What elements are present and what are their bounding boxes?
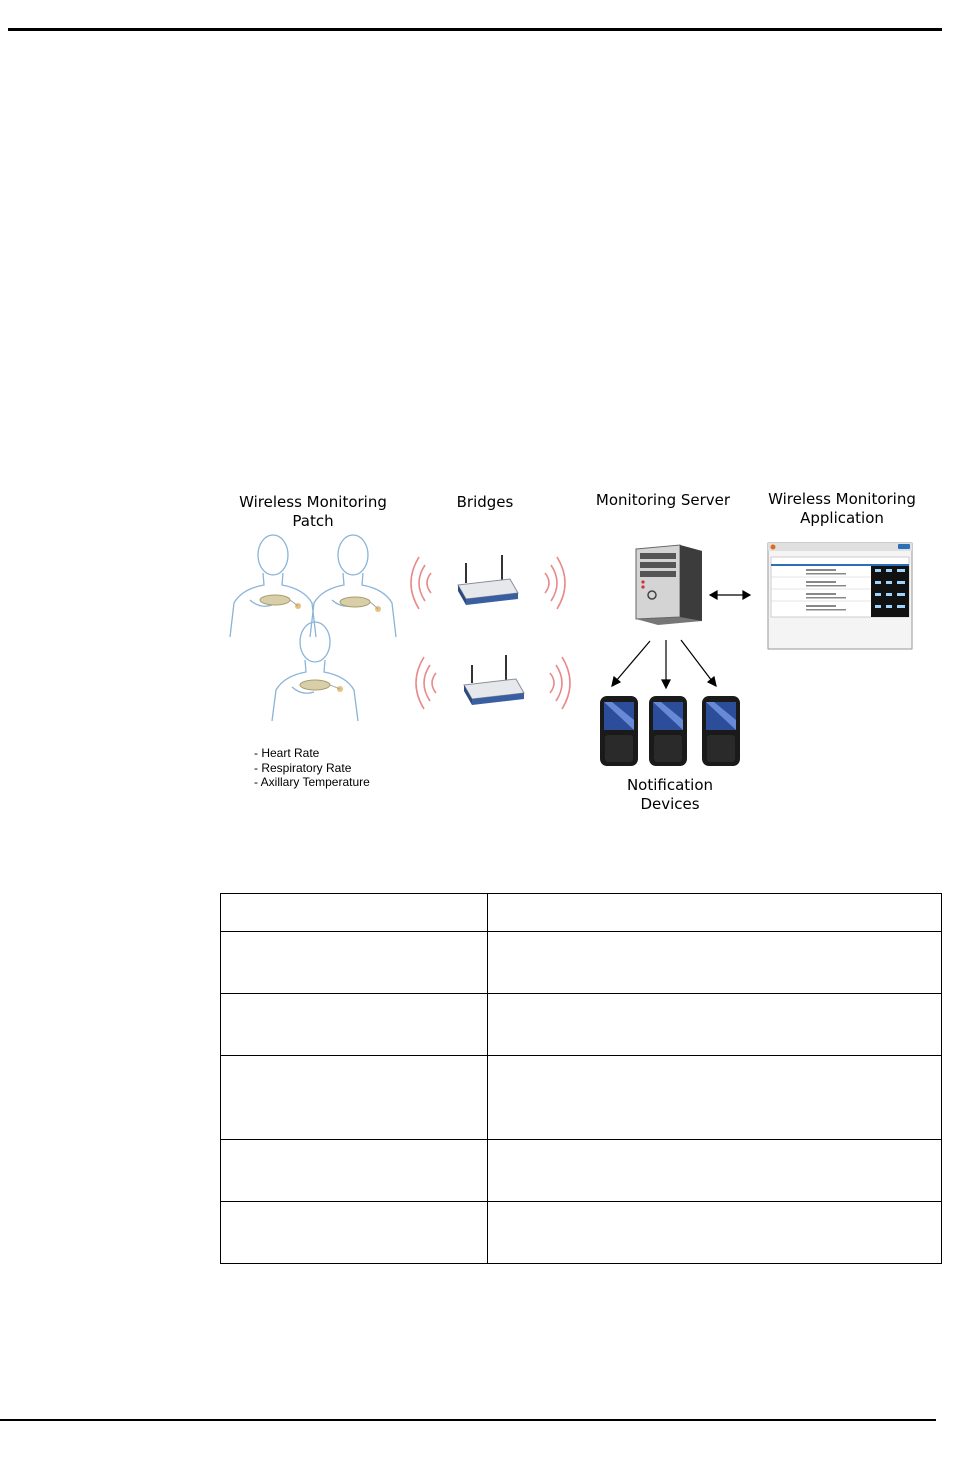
notification-label-line2: Devices: [640, 795, 700, 813]
empty-table: [220, 893, 942, 1264]
table-row: [221, 1140, 942, 1202]
table-row: [221, 1202, 942, 1264]
patient-1: [230, 535, 316, 637]
patch-label-line1: Wireless Monitoring: [239, 493, 387, 511]
table-cell: [221, 994, 488, 1056]
table-cell: [488, 894, 942, 932]
patient-3: [272, 622, 358, 721]
bridge-router-1: [458, 555, 518, 605]
table-row: [221, 932, 942, 994]
vital-axillary-temperature: - Axillary Temperature: [254, 775, 370, 789]
table-row: [221, 1056, 942, 1140]
server-label: Monitoring Server: [595, 491, 731, 509]
application-label-line1: Wireless Monitoring: [768, 490, 916, 508]
table-cell: [488, 932, 942, 994]
patch-label-line2: Patch: [292, 512, 334, 530]
table-cell: [488, 994, 942, 1056]
vital-heart-rate: - Heart Rate: [254, 746, 320, 760]
header-rule: [8, 28, 942, 31]
notification-phones: [600, 696, 740, 766]
notification-label-line1: Notification: [626, 776, 714, 794]
table-cell: [488, 1140, 942, 1202]
table-cell: [221, 1056, 488, 1140]
notification-label: [616, 776, 724, 814]
patch-devices: [260, 595, 381, 692]
phone-3: [702, 696, 740, 766]
system-diagram: [220, 485, 930, 825]
bridge-router-2: [464, 655, 524, 705]
vitals-list: [254, 746, 370, 790]
table-cell: [488, 1056, 942, 1140]
table-row: [221, 894, 942, 932]
table-cell: [221, 1140, 488, 1202]
table-cell: [488, 1202, 942, 1264]
server-app-arrow: [710, 591, 750, 599]
patch-label: [236, 493, 390, 531]
table-row: [221, 994, 942, 1056]
vital-respiratory-rate: - Respiratory Rate: [254, 760, 352, 775]
table-cell: [221, 1202, 488, 1264]
patient-figures: [230, 535, 396, 721]
footer-rule: [0, 1419, 936, 1421]
table-cell: [221, 932, 488, 994]
phone-1: [600, 696, 638, 766]
application-label: [764, 490, 920, 528]
patient-2: [310, 535, 396, 637]
table-cell: [221, 894, 488, 932]
application-screen: [768, 543, 912, 649]
server-tower: [636, 545, 702, 625]
application-label-line2: Application: [800, 509, 884, 527]
server-phone-arrows: [612, 640, 716, 688]
phone-2: [649, 696, 687, 766]
bridges-label: Bridges: [456, 493, 514, 511]
